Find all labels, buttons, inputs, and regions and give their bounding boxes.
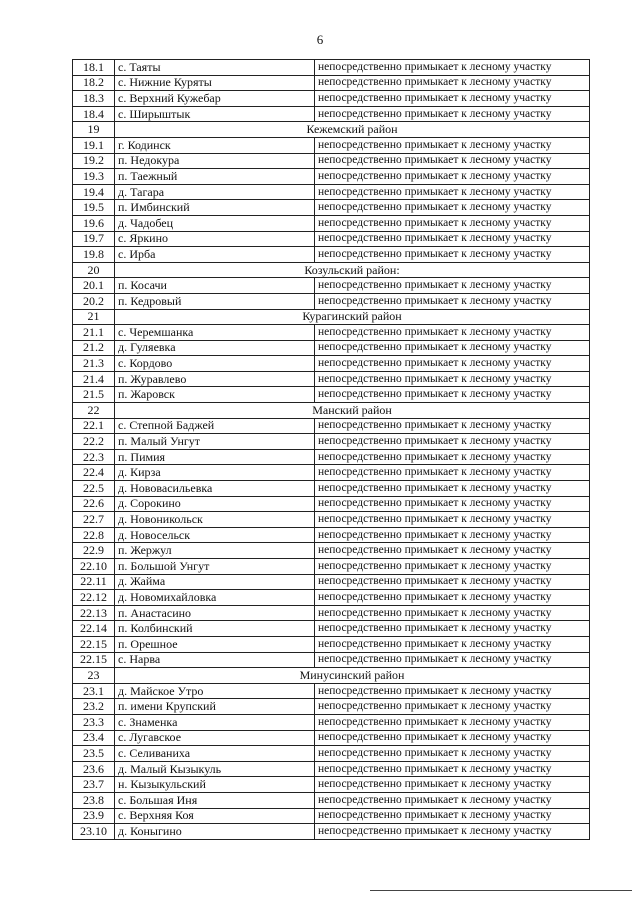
table-row xyxy=(73,808,590,824)
row-number: 22.9 xyxy=(73,543,115,559)
settlement-status: непосредственно примыкает к лесному участку xyxy=(315,496,590,512)
district-name: Минусинский район xyxy=(115,668,590,684)
row-number: 23.7 xyxy=(73,777,115,793)
settlement-status: непосредственно примыкает к лесному участку xyxy=(315,60,590,76)
settlement-name: с. Таяты xyxy=(115,60,315,76)
district-header-row xyxy=(73,403,590,419)
row-number: 23.8 xyxy=(73,792,115,808)
table-row xyxy=(73,543,590,559)
settlement-status: непосредственно примыкает к лесному участку xyxy=(315,527,590,543)
district-header-row xyxy=(73,668,590,684)
row-number: 19.8 xyxy=(73,247,115,263)
table-row xyxy=(73,247,590,263)
settlement-status: непосредственно примыкает к лесному участку xyxy=(315,215,590,231)
district-number: 19 xyxy=(73,122,115,138)
settlement-name: с. Верхняя Коя xyxy=(115,808,315,824)
settlement-status: непосредственно примыкает к лесному участку xyxy=(315,714,590,730)
table-row xyxy=(73,293,590,309)
settlement-status: непосредственно примыкает к лесному участку xyxy=(315,652,590,668)
settlements-table-body xyxy=(73,60,590,840)
table-row xyxy=(73,215,590,231)
row-number: 23.6 xyxy=(73,761,115,777)
table-row xyxy=(73,527,590,543)
table-row xyxy=(73,169,590,185)
settlement-status: непосредственно примыкает к лесному участку xyxy=(315,777,590,793)
settlement-status: непосредственно примыкает к лесному участку xyxy=(315,699,590,715)
row-number: 22.15 xyxy=(73,636,115,652)
settlement-name: с. Большая Иня xyxy=(115,792,315,808)
row-number: 20.1 xyxy=(73,278,115,294)
settlement-status: непосредственно примыкает к лесному участку xyxy=(315,605,590,621)
table-row xyxy=(73,449,590,465)
district-header-row xyxy=(73,122,590,138)
row-number: 22.11 xyxy=(73,574,115,590)
row-number: 22.7 xyxy=(73,512,115,528)
row-number: 22.3 xyxy=(73,449,115,465)
table-row xyxy=(73,481,590,497)
table-row xyxy=(73,200,590,216)
table-row xyxy=(73,636,590,652)
settlement-name: с. Селиваниха xyxy=(115,746,315,762)
row-number: 22.10 xyxy=(73,559,115,575)
table-row xyxy=(73,699,590,715)
settlement-status: непосредственно примыкает к лесному участку xyxy=(315,512,590,528)
row-number: 22.5 xyxy=(73,481,115,497)
district-number: 21 xyxy=(73,309,115,325)
row-number: 18.3 xyxy=(73,91,115,107)
settlement-name: п. Малый Унгут xyxy=(115,434,315,450)
settlements-table xyxy=(72,59,590,840)
settlement-status: непосредственно примыкает к лесному участку xyxy=(315,340,590,356)
row-number: 21.5 xyxy=(73,387,115,403)
footer-divider xyxy=(370,890,632,891)
table-row xyxy=(73,184,590,200)
settlement-name: п. Имбинский xyxy=(115,200,315,216)
settlement-status: непосредственно примыкает к лесному участку xyxy=(315,574,590,590)
settlement-name: д. Новомихайловка xyxy=(115,590,315,606)
row-number: 20.2 xyxy=(73,293,115,309)
district-name: Курагинский район xyxy=(115,309,590,325)
settlement-name: п. Большой Унгут xyxy=(115,559,315,575)
table-row xyxy=(73,512,590,528)
row-number: 19.5 xyxy=(73,200,115,216)
row-number: 21.3 xyxy=(73,356,115,372)
district-name: Козульский район: xyxy=(115,262,590,278)
settlement-name: д. Жайма xyxy=(115,574,315,590)
settlement-name: п. Колбинский xyxy=(115,621,315,637)
settlement-status: непосредственно примыкает к лесному участку xyxy=(315,278,590,294)
table-row xyxy=(73,465,590,481)
table-row xyxy=(73,60,590,76)
table-row xyxy=(73,714,590,730)
row-number: 19.4 xyxy=(73,184,115,200)
settlement-status: непосредственно примыкает к лесному участку xyxy=(315,590,590,606)
settlement-status: непосредственно примыкает к лесному участку xyxy=(315,153,590,169)
settlement-name: п. Таежный xyxy=(115,169,315,185)
row-number: 23.2 xyxy=(73,699,115,715)
row-number: 22.12 xyxy=(73,590,115,606)
table-row xyxy=(73,278,590,294)
settlement-name: п. Кедровый xyxy=(115,293,315,309)
settlement-status: непосредственно примыкает к лесному участку xyxy=(315,730,590,746)
row-number: 23.1 xyxy=(73,683,115,699)
settlement-status: непосредственно примыкает к лесному участку xyxy=(315,247,590,263)
settlement-status: непосредственно примыкает к лесному участку xyxy=(315,746,590,762)
table-row xyxy=(73,574,590,590)
row-number: 22.13 xyxy=(73,605,115,621)
row-number: 22.15 xyxy=(73,652,115,668)
settlement-status: непосредственно примыкает к лесному участку xyxy=(315,559,590,575)
settlement-name: д. Коныгино xyxy=(115,824,315,840)
table-row xyxy=(73,137,590,153)
settlement-name: д. Тагара xyxy=(115,184,315,200)
settlement-status: непосредственно примыкает к лесному участку xyxy=(315,481,590,497)
table-row xyxy=(73,325,590,341)
table-row xyxy=(73,792,590,808)
table-row xyxy=(73,559,590,575)
settlement-status: непосредственно примыкает к лесному участку xyxy=(315,636,590,652)
table-row xyxy=(73,153,590,169)
settlement-name: д. Чадобец xyxy=(115,215,315,231)
settlement-status: непосредственно примыкает к лесному участку xyxy=(315,824,590,840)
row-number: 22.1 xyxy=(73,418,115,434)
table-row xyxy=(73,621,590,637)
table-row xyxy=(73,777,590,793)
settlement-status: непосредственно примыкает к лесному участку xyxy=(315,325,590,341)
settlement-name: п. Жаровск xyxy=(115,387,315,403)
settlement-status: непосредственно примыкает к лесному участку xyxy=(315,792,590,808)
settlement-status: непосредственно примыкает к лесному участку xyxy=(315,434,590,450)
row-number: 23.5 xyxy=(73,746,115,762)
settlement-status: непосредственно примыкает к лесному участку xyxy=(315,231,590,247)
settlement-name: с. Нарва xyxy=(115,652,315,668)
table-row xyxy=(73,730,590,746)
district-number: 22 xyxy=(73,403,115,419)
settlement-name: д. Малый Кызыкуль xyxy=(115,761,315,777)
settlement-name: с. Ширыштык xyxy=(115,106,315,122)
row-number: 23.9 xyxy=(73,808,115,824)
settlement-name: п. Косачи xyxy=(115,278,315,294)
row-number: 22.6 xyxy=(73,496,115,512)
settlement-name: д. Новосельск xyxy=(115,527,315,543)
row-number: 22.4 xyxy=(73,465,115,481)
table-row xyxy=(73,91,590,107)
row-number: 22.2 xyxy=(73,434,115,450)
settlement-name: д. Майское Утро xyxy=(115,683,315,699)
table-row xyxy=(73,231,590,247)
settlement-status: непосредственно примыкает к лесному участку xyxy=(315,449,590,465)
table-row xyxy=(73,340,590,356)
settlement-name: п. Анастасино xyxy=(115,605,315,621)
settlement-status: непосредственно примыкает к лесному участку xyxy=(315,356,590,372)
row-number: 21.2 xyxy=(73,340,115,356)
settlement-status: непосредственно примыкает к лесному участку xyxy=(315,91,590,107)
settlement-name: д. Сорокино xyxy=(115,496,315,512)
row-number: 21.1 xyxy=(73,325,115,341)
page-number: 6 xyxy=(316,32,324,47)
row-number: 23.10 xyxy=(73,824,115,840)
table-row xyxy=(73,75,590,91)
table-row xyxy=(73,824,590,840)
settlement-status: непосредственно примыкает к лесному участку xyxy=(315,465,590,481)
table-row xyxy=(73,371,590,387)
settlement-name: п. Пимия xyxy=(115,449,315,465)
table-row xyxy=(73,761,590,777)
district-name: Кежемский район xyxy=(115,122,590,138)
settlement-name: с. Ирба xyxy=(115,247,315,263)
settlement-name: с. Знаменка xyxy=(115,714,315,730)
settlement-status: непосредственно примыкает к лесному участку xyxy=(315,621,590,637)
settlement-status: непосредственно примыкает к лесному участку xyxy=(315,761,590,777)
row-number: 18.1 xyxy=(73,60,115,76)
settlement-status: непосредственно примыкает к лесному участку xyxy=(315,808,590,824)
settlement-name: д. Гуляевка xyxy=(115,340,315,356)
settlement-status: непосредственно примыкает к лесному участку xyxy=(315,371,590,387)
district-number: 20 xyxy=(73,262,115,278)
settlement-status: непосредственно примыкает к лесному участку xyxy=(315,75,590,91)
row-number: 19.3 xyxy=(73,169,115,185)
settlement-status: непосредственно примыкает к лесному участку xyxy=(315,543,590,559)
settlement-status: непосредственно примыкает к лесному участку xyxy=(315,106,590,122)
table-row xyxy=(73,418,590,434)
district-name: Манский район xyxy=(115,403,590,419)
row-number: 19.7 xyxy=(73,231,115,247)
row-number: 22.8 xyxy=(73,527,115,543)
settlement-status: непосредственно примыкает к лесному участку xyxy=(315,137,590,153)
table-row xyxy=(73,652,590,668)
settlement-name: п. Орешное xyxy=(115,636,315,652)
row-number: 23.4 xyxy=(73,730,115,746)
settlement-status: непосредственно примыкает к лесному участку xyxy=(315,418,590,434)
settlement-name: н. Кызыкульский xyxy=(115,777,315,793)
table-row xyxy=(73,387,590,403)
settlement-status: непосредственно примыкает к лесному участку xyxy=(315,293,590,309)
district-number: 23 xyxy=(73,668,115,684)
settlement-name: д. Кирза xyxy=(115,465,315,481)
table-row xyxy=(73,106,590,122)
settlement-status: непосредственно примыкает к лесному участку xyxy=(315,683,590,699)
table-row xyxy=(73,605,590,621)
row-number: 19.1 xyxy=(73,137,115,153)
table-row xyxy=(73,496,590,512)
row-number: 21.4 xyxy=(73,371,115,387)
row-number: 19.6 xyxy=(73,215,115,231)
row-number: 18.4 xyxy=(73,106,115,122)
settlement-name: д. Нововасильевка xyxy=(115,481,315,497)
settlement-name: с. Яркино xyxy=(115,231,315,247)
settlement-name: д. Новоникольск xyxy=(115,512,315,528)
table-row xyxy=(73,746,590,762)
settlement-status: непосредственно примыкает к лесному участку xyxy=(315,387,590,403)
settlement-name: п. Журавлево xyxy=(115,371,315,387)
row-number: 19.2 xyxy=(73,153,115,169)
settlement-name: с. Лугавское xyxy=(115,730,315,746)
table-row xyxy=(73,590,590,606)
table-row xyxy=(73,683,590,699)
row-number: 22.14 xyxy=(73,621,115,637)
settlement-status: непосредственно примыкает к лесному участку xyxy=(315,200,590,216)
settlement-name: п. Недокура xyxy=(115,153,315,169)
table-row xyxy=(73,434,590,450)
settlement-name: г. Кодинск xyxy=(115,137,315,153)
district-header-row xyxy=(73,262,590,278)
settlement-name: п. Жержул xyxy=(115,543,315,559)
settlement-name: с. Верхний Кужебар xyxy=(115,91,315,107)
row-number: 23.3 xyxy=(73,714,115,730)
district-header-row xyxy=(73,309,590,325)
settlement-status: непосредственно примыкает к лесному участку xyxy=(315,169,590,185)
settlement-name: п. имени Крупский xyxy=(115,699,315,715)
table-row xyxy=(73,356,590,372)
settlement-name: с. Степной Баджей xyxy=(115,418,315,434)
settlement-status: непосредственно примыкает к лесному участку xyxy=(315,184,590,200)
row-number: 18.2 xyxy=(73,75,115,91)
settlement-name: с. Черемшанка xyxy=(115,325,315,341)
settlement-name: с. Нижние Куряты xyxy=(115,75,315,91)
settlement-name: с. Кордово xyxy=(115,356,315,372)
